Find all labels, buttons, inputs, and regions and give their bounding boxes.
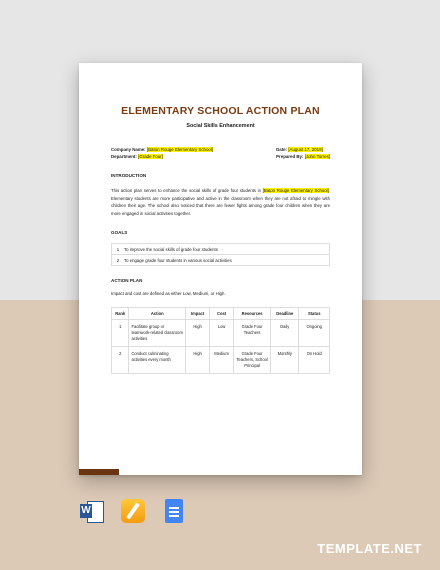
pages-icon[interactable] bbox=[121, 499, 145, 523]
table-header: Status bbox=[299, 307, 330, 319]
table-header: Resources bbox=[234, 307, 271, 319]
document-meta bbox=[111, 146, 330, 161]
prepared-value: [John Torres] bbox=[304, 154, 330, 160]
page-accent-bar bbox=[79, 469, 119, 475]
table-cell: Grade Four Teachers, School Principal bbox=[234, 346, 271, 373]
table-cell: 2 bbox=[112, 346, 129, 373]
table-header: Cost bbox=[210, 307, 234, 319]
date-line bbox=[276, 146, 330, 153]
intro-highlight: [Baton Rouge Elementary School] bbox=[262, 187, 329, 193]
document-page bbox=[79, 63, 362, 475]
prepared-line bbox=[276, 153, 330, 160]
document-subtitle: Social Skills Enhancement bbox=[186, 123, 255, 129]
goal-row bbox=[112, 255, 329, 265]
document-content bbox=[79, 63, 362, 475]
introduction-text bbox=[111, 187, 330, 218]
company-label: Company Name: bbox=[111, 147, 146, 152]
goal-text: To engage grade four students in various social activities bbox=[124, 257, 232, 263]
table-header: Rank bbox=[112, 307, 129, 319]
table-cell: Facilitate group or teamwork-related classroom activities bbox=[129, 319, 186, 346]
word-icon[interactable] bbox=[80, 499, 104, 523]
meta-right bbox=[276, 146, 330, 161]
department-value: [Grade Four] bbox=[138, 154, 163, 160]
table-cell: Conduct culminating activities every month bbox=[129, 346, 186, 373]
action-plan-heading: ACTION PLAN bbox=[111, 278, 143, 283]
docs-line bbox=[169, 507, 179, 509]
table-cell: Ongoing bbox=[299, 319, 330, 346]
table-cell: On Hold bbox=[299, 346, 330, 373]
table-row bbox=[112, 319, 330, 346]
google-docs-icon[interactable] bbox=[162, 499, 186, 523]
table-row bbox=[112, 346, 330, 373]
table-cell: Medium bbox=[210, 346, 234, 373]
table-cell: Grade Four Teachers bbox=[234, 319, 271, 346]
template-net-watermark: TEMPLATE.NET bbox=[317, 541, 422, 556]
table-header: Impact bbox=[186, 307, 210, 319]
word-badge: W bbox=[81, 505, 91, 516]
docs-line bbox=[169, 515, 179, 517]
table-cell: 1 bbox=[112, 319, 129, 346]
pen-icon bbox=[126, 502, 140, 519]
intro-after: . Elementary students are more participative and active in the classroom when they are not afraid to mingle with children their age. The school also noticed that there are fewer fights among grade four children when they are more engaged in social activities together. bbox=[111, 187, 330, 217]
document-title: ELEMENTARY SCHOOL ACTION PLAN bbox=[121, 105, 320, 117]
prepared-label: Prepared By: bbox=[276, 154, 304, 160]
table-header: Action bbox=[129, 307, 186, 319]
format-icons bbox=[80, 499, 186, 523]
department-line bbox=[111, 153, 213, 160]
goals-table bbox=[111, 243, 330, 266]
table-cell: Daily bbox=[271, 319, 299, 346]
department-label: Department: bbox=[111, 154, 137, 160]
table-cell: High bbox=[186, 346, 210, 373]
table-cell: Low bbox=[210, 319, 234, 346]
date-label: Date: bbox=[276, 147, 288, 152]
meta-left bbox=[111, 146, 213, 161]
company-line bbox=[111, 146, 213, 153]
company-value: [Baton Rouge Elementary School] bbox=[146, 147, 214, 152]
date-value: [August 17, 2019] bbox=[288, 147, 323, 152]
introduction-heading: INTRODUCTION bbox=[111, 172, 147, 178]
table-header: Deadline bbox=[271, 307, 299, 319]
table-cell: Monthly bbox=[271, 346, 299, 373]
intro-before: This action plan serves to enhance the social skills of grade four students in bbox=[111, 187, 263, 193]
action-plan-note: Impact and cost are defined as either Low, Medium, or High. bbox=[111, 291, 226, 296]
goal-number: 1 bbox=[116, 246, 120, 252]
goal-text: To improve the social skills of grade four students bbox=[124, 246, 218, 252]
goals-heading: GOALS bbox=[111, 230, 128, 235]
goal-row bbox=[112, 244, 329, 255]
goal-number: 2 bbox=[116, 257, 120, 263]
table-cell: High bbox=[186, 319, 210, 346]
table-header-row bbox=[112, 307, 330, 319]
action-plan-table bbox=[111, 307, 330, 374]
docs-line bbox=[169, 511, 179, 513]
